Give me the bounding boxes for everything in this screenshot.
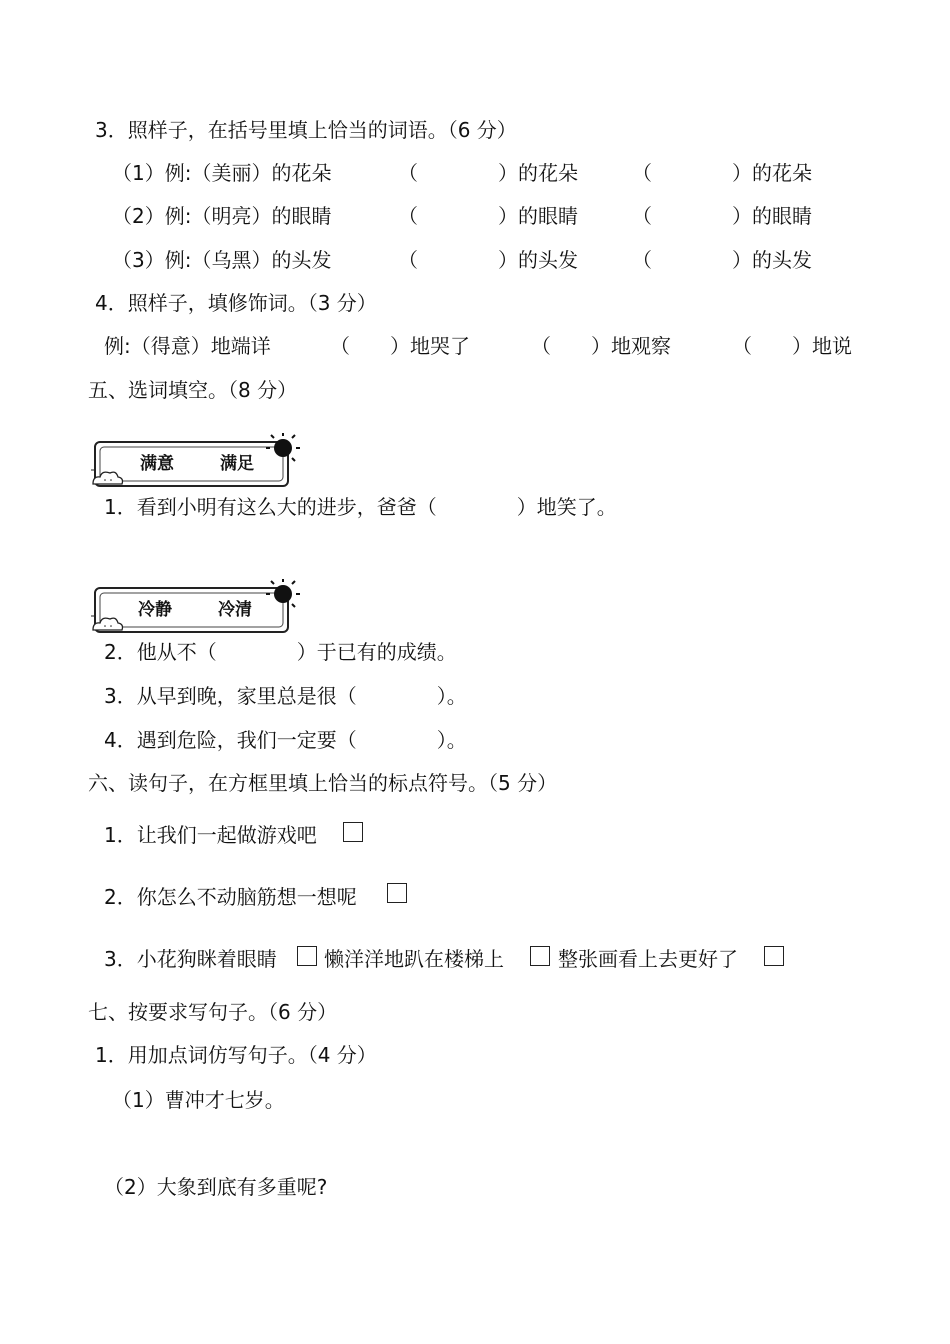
word-option-1[interactable]: 满意 xyxy=(140,454,174,474)
q3-heading: 3．照样子，在括号里填上恰当的词语。（6 分） xyxy=(95,118,517,142)
word-card-2 xyxy=(88,578,303,638)
q4-heading: 4．照样子，填修饰词。（3 分） xyxy=(95,291,377,315)
section5-heading: 五、选词填空。（8 分） xyxy=(88,378,298,402)
word-card-frame xyxy=(88,578,303,638)
section5-sentence-2: 2．他从不（ ）于已有的成绩。 xyxy=(104,640,457,664)
section6-sentence-1: 1．让我们一起做游戏吧 xyxy=(104,823,317,847)
punctuation-box[interactable] xyxy=(764,946,784,966)
section7-q1-1: （1）曹冲才七岁。 xyxy=(112,1088,285,1112)
q4-blank1[interactable]: （ ）地哭了 xyxy=(330,334,470,358)
q4-example: 例:（得意）地端详 xyxy=(104,334,271,358)
q4-blank3[interactable]: （ ）地说 xyxy=(732,334,852,358)
section6-sentence-2: 2．你怎么不动脑筋想一想呢 xyxy=(104,885,357,909)
q3-row3-example: （3）例:（乌黑）的头发 xyxy=(112,248,332,272)
q3-row3-blank2[interactable]: （ ）的头发 xyxy=(632,248,812,272)
section7-q1: 1．用加点词仿写句子。（4 分） xyxy=(95,1043,377,1067)
section6-heading: 六、读句子，在方框里填上恰当的标点符号。（5 分） xyxy=(88,771,558,795)
punctuation-box[interactable] xyxy=(297,946,317,966)
section6-sentence-3b: 懒洋洋地趴在楼梯上 xyxy=(324,947,504,971)
q3-row1-example: （1）例:（美丽）的花朵 xyxy=(112,161,332,185)
section6-sentence-3c: 整张画看上去更好了 xyxy=(558,947,738,971)
q3-row2-blank1[interactable]: （ ）的眼睛 xyxy=(398,204,578,228)
q3-row1-blank1[interactable]: （ ）的花朵 xyxy=(398,161,578,185)
word-card-1 xyxy=(88,432,303,492)
section5-sentence-3: 3．从早到晚，家里总是很（ ）。 xyxy=(104,684,467,708)
q3-row2-example: （2）例:（明亮）的眼睛 xyxy=(112,204,332,228)
q4-blank2[interactable]: （ ）地观察 xyxy=(531,334,671,358)
cloud-icon xyxy=(93,618,123,630)
word-option-1[interactable]: 冷静 xyxy=(138,600,172,620)
q3-row1-blank2[interactable]: （ ）的花朵 xyxy=(632,161,812,185)
q3-row3-blank1[interactable]: （ ）的头发 xyxy=(398,248,578,272)
section7-heading: 七、按要求写句子。（6 分） xyxy=(88,1000,338,1024)
section7-q1-2: （2）大象到底有多重呢? xyxy=(104,1175,328,1199)
section6-sentence-3a: 3．小花狗眯着眼睛 xyxy=(104,947,277,971)
word-option-2[interactable]: 满足 xyxy=(220,454,254,474)
q3-row2-blank2[interactable]: （ ）的眼睛 xyxy=(632,204,812,228)
punctuation-box[interactable] xyxy=(387,883,407,903)
word-card-frame xyxy=(88,432,303,492)
section5-sentence-4: 4．遇到危险，我们一定要（ ）。 xyxy=(104,728,467,752)
punctuation-box[interactable] xyxy=(530,946,550,966)
word-option-2[interactable]: 冷清 xyxy=(218,600,252,620)
cloud-icon xyxy=(93,472,123,484)
section5-sentence-1: 1．看到小明有这么大的进步，爸爸（ ）地笑了。 xyxy=(104,495,617,519)
punctuation-box[interactable] xyxy=(343,822,363,842)
